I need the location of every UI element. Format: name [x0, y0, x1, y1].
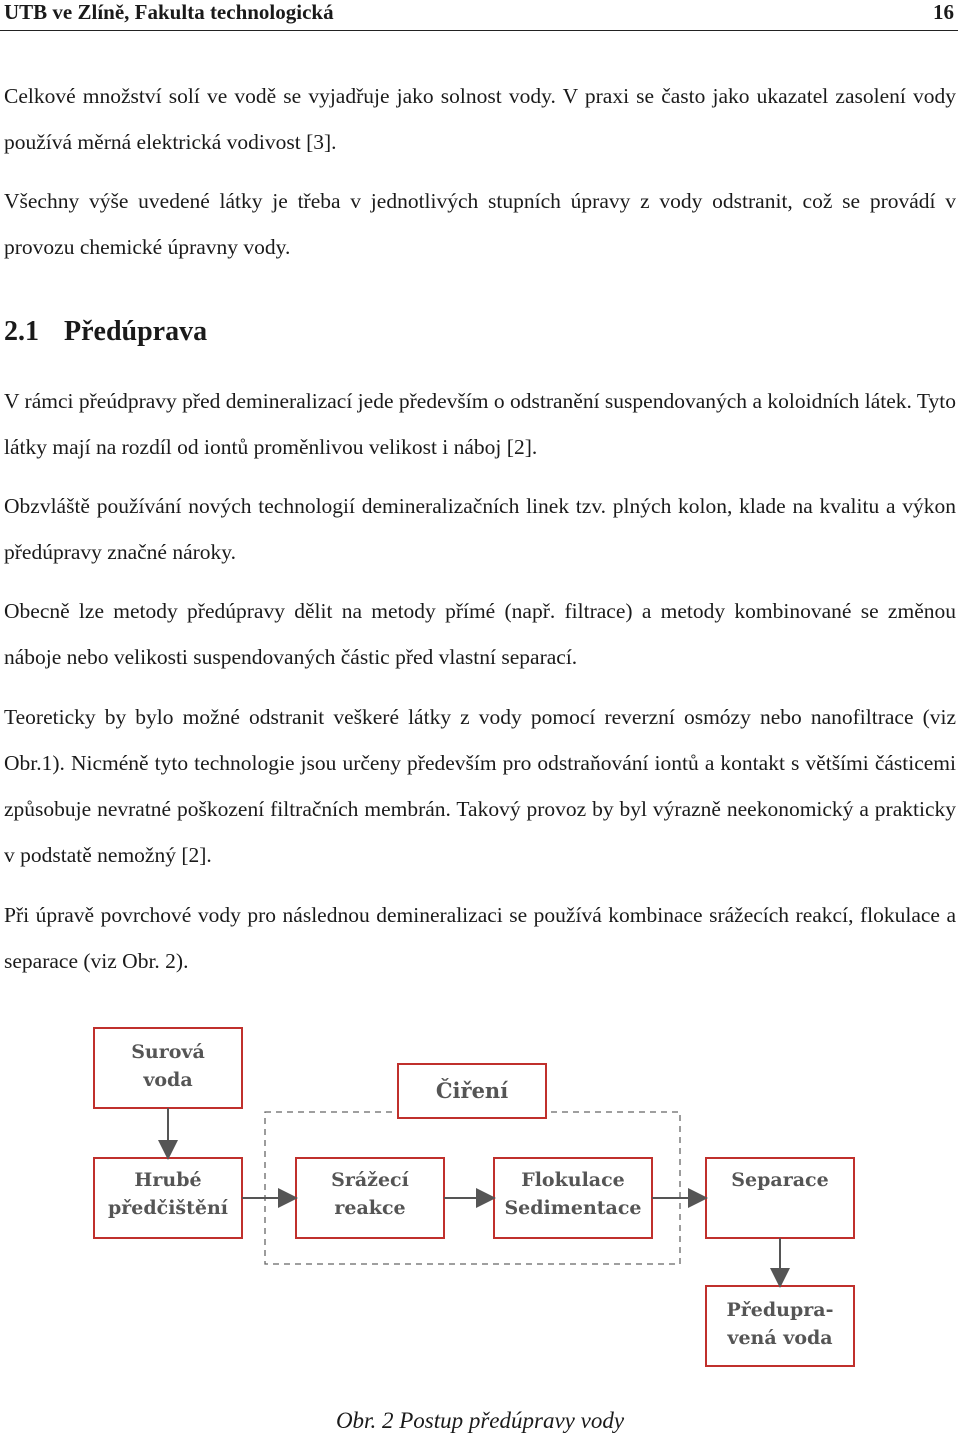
section-heading	[4, 316, 207, 348]
coarse-cleaning-label-1: Hrubé	[134, 1169, 202, 1191]
section-number: 2.1	[4, 316, 39, 347]
paragraph-reverse-osmosis: Teoreticky by bylo možné odstranit veškeré látky z vody pomocí reverzní osmózy nebo nanofiltrace (viz Obr.1). Nicméně tyto technologie jsou určeny především pro odstraňování iontů a kontakt s většími částicemi způsobuje nevratné poškození filtračních membrán. Takový provoz by byl výrazně neekonomický a prakticky v podstatě nemožný [2].	[4, 705, 956, 867]
clarification-label: Čiření	[435, 1078, 509, 1103]
paragraph-salinity: Celkové množství solí ve vodě se vyjadřuje jako solnost vody. V praxi se často jako ukazatel zasolení vody používá měrná elektrická vodivost [3].	[4, 84, 956, 154]
paragraph-full-columns: Obzvláště používání nových technologií demineralizačních linek tzv. plných kolon, klade na kvalitu a výkon předúpravy značné nároky.	[4, 494, 956, 564]
separation-label: Separace	[731, 1169, 829, 1191]
page-header	[0, 0, 958, 31]
paragraph-removal: Všechny výše uvedené látky je třeba v jednotlivých stupních úpravy z vody odstranit, což se provádí v provozu chemické úpravny vody.	[4, 189, 956, 259]
paragraph-pretreatment-intro: V rámci přeúdpravy před demineralizací jede především o odstranění suspendovaných a koloidních látek. Tyto látky mají na rozdíl od iontů proměnlivou velikost i náboj [2].	[4, 389, 956, 459]
raw-water-label-1: Surová	[131, 1041, 205, 1063]
flocculation-label-1: Flokulace	[521, 1169, 625, 1191]
header-school: UTB ve Zlíně, Fakulta technologická	[4, 0, 334, 24]
pretreatment-flow-diagram	[0, 1000, 960, 1400]
figure-caption: Obr. 2 Postup předúpravy vody	[335, 1408, 625, 1433]
coarse-cleaning-label-2: předčištění	[107, 1197, 229, 1219]
pretreated-water-label-2: vená voda	[727, 1327, 833, 1349]
raw-water-box	[94, 1028, 242, 1108]
precipitation-label-1: Srážecí	[331, 1169, 409, 1191]
pretreated-water-box	[706, 1286, 854, 1366]
paragraph-surface-water: Při úpravě povrchové vody pro následnou demineralizaci se používá kombinace srážecích reakcí, flokulace a separace (viz Obr. 2).	[4, 903, 956, 973]
pretreated-water-label-1: Předupra-	[726, 1299, 834, 1321]
flocculation-label-2: Sedimentace	[504, 1197, 642, 1219]
paragraph-methods: Obecně lze metody předúpravy dělit na metody přímé (např. filtrace) a metody kombinované se změnou náboje nebo velikosti suspendovaných částic před vlastní separací.	[4, 599, 956, 669]
precipitation-label-2: reakce	[334, 1197, 406, 1219]
raw-water-label-2: voda	[143, 1069, 193, 1091]
header-page-number: 16	[933, 0, 954, 24]
section-title: Předúprava	[64, 316, 208, 347]
